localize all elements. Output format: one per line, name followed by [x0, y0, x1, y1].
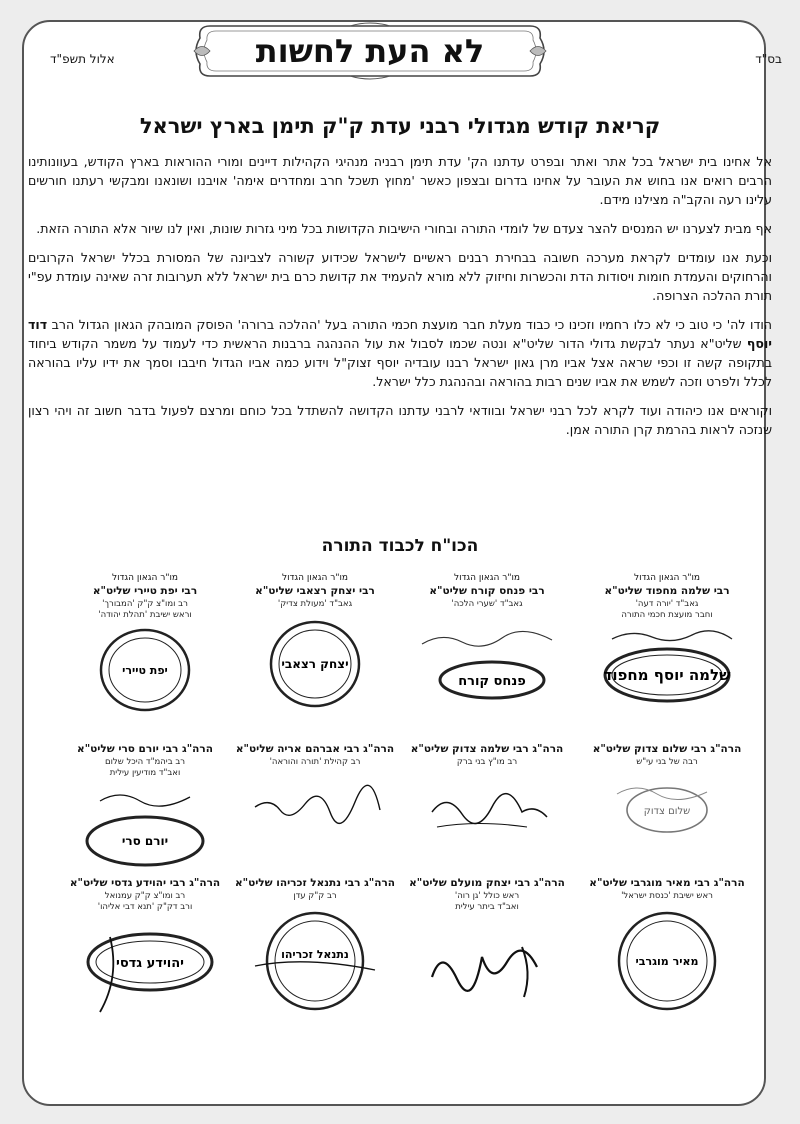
signatory-name-text: שלום צדוק שליט"א [592, 743, 688, 755]
signatory-position-line: רב ומו"צ ק"ק 'המבורך' [102, 599, 188, 609]
signatory-position-line: רב ביהמ"ד היכל שלום [104, 757, 186, 767]
signatory-6 [402, 742, 572, 842]
stamp-signature-icon [597, 772, 737, 842]
signatory-position: גאב"ד 'מעולת צדיק' [277, 599, 353, 609]
signatory-name-text: יצחק מועלם שליט"א [409, 877, 511, 889]
signatory-position: רבה של בני עי"ש [636, 757, 698, 767]
signatory-title: הרה"ג רבי [343, 743, 395, 755]
page-title: לא העת לחשות [255, 32, 485, 70]
signatory-position [60, 757, 230, 779]
rabbi-name-highlight: דוד יוסף [28, 317, 772, 351]
signatory-name [582, 876, 752, 891]
signatory-position-line: וראש ישיבת 'תהלת יהודה' [98, 610, 192, 620]
stamp-text: יפת טיירי [122, 664, 168, 677]
signatory-name: רבי פנחס קורח שליט"א [429, 585, 545, 597]
signatory-2 [402, 572, 572, 704]
signatory-title: הרה"ג רבי [690, 743, 742, 755]
signatory-name: רבי יפת טיירי שליט"א [92, 585, 198, 597]
signatory-name [230, 742, 400, 757]
bsd-mark: בס"ד [755, 52, 782, 66]
signatory-title: מו"ר הגאון הגדול [453, 573, 521, 583]
signatory-position [582, 599, 752, 621]
signatory-position [60, 891, 230, 913]
signatory-position-line: ראש כולל 'גן רוה' [454, 891, 520, 901]
signatory-title: מו"ר הגאון הגדול [281, 573, 349, 583]
paragraph-1: אל אחינו בית ישראל בכל אתר ואתר ובפרט עדתנו הק' עדת תימן רבניה מנהיגי הקהילות דיינים ומורי ההוראות בארץ הקודש, בעוונותינו הרבים רואים אנו בחוש את העובר על אחינו בדרום ובצפון כאשר 'מחוץ תשכל חרב ומחדרים אימה' אויבנו ושונאנו ומבקשי רעתנו חורשים עלינו רעה והקב"ה מצילנו מידם. [28, 154, 772, 207]
signatory-name: רבי יצחק רצאבי שליט"א [255, 585, 375, 597]
stamp-signature-icon [592, 625, 742, 705]
stamp-text: מאיר מוגרבי [635, 955, 699, 968]
signatory-name-text: נתנאל זכריהו שליט"א [234, 877, 341, 889]
signatory-4 [60, 572, 230, 715]
handwritten-signature-icon [412, 917, 562, 1017]
handwritten-signature-icon [417, 772, 557, 842]
signatory-position-line: ואב"ד מודיעין עילית [109, 768, 181, 778]
signatory-name: רבי שלמה מחפוד שליט"א [604, 585, 730, 597]
signatory-position: רב קהילת 'תורה והוראה' [269, 757, 361, 767]
signatory-name-text: שלמה צדוק שליט"א [410, 743, 510, 755]
signatory-name [402, 742, 572, 757]
signatory-title: מו"ר הגאון הגדול [633, 573, 701, 583]
signatory-position: ראש ישיבת 'כנסת ישראל' [621, 891, 713, 901]
signatory-name [582, 742, 752, 757]
signatory-11 [230, 876, 400, 1016]
signatory-name-text: יורם סרי שליט"א [77, 743, 159, 755]
handwritten-signature-icon [245, 772, 385, 842]
stamp-signature-icon [70, 917, 220, 1017]
signatory-position-line: וחבר מועצת חכמי התורה [621, 610, 713, 620]
signatory-position [402, 891, 572, 913]
signatory-title: הרה"ג רבי [169, 877, 221, 889]
stamp-text: יצחק רצאבי [281, 657, 349, 671]
signatory-position-line: גאב"ד 'יורה דעה' [635, 599, 699, 609]
signatory-title: מו"ר הגאון הגדול [111, 573, 179, 583]
signatory-name-text: אברהם אריה שליט"א [235, 743, 341, 755]
stamp-signature-icon [412, 614, 562, 704]
signatory-name-text: יהוידע גדסי שליט"א [69, 877, 167, 889]
signatory-name-text: מאיר מוגרבי שליט"א [589, 877, 691, 889]
signatory-10 [402, 876, 572, 1017]
signatory-name [402, 876, 572, 891]
subtitle: קריאת קודש מגדולי רבני עדת ק"ק תימן בארץ ישראל [139, 114, 661, 138]
signatory-title: הרה"ג רבי [512, 743, 564, 755]
signatory-title: הרה"ג רבי [344, 877, 396, 889]
paragraph-4 [28, 315, 772, 391]
paragraph-3: וכעת אנו עומדים לקראת מערכה חשובה בבחירת רבנים ראשיים לישראל שכידוע קשורה לצביונה של המסורת בכלל ישראל הקרובים והרחוקים והעמדת חומות ויסודות הדת והכשרות וחיזוק ללא מורא להעמיד את קדושת כרם בית ישראל ללא תערובות זרה שאינה עומדת עפ"י תורת ההלכה הצרופה. [28, 250, 772, 303]
stamp-signature-icon [245, 614, 385, 714]
signatures-heading: הכו"ח לכבוד התורה [321, 536, 479, 556]
signatory-name [230, 876, 400, 891]
signatory-name [60, 876, 230, 891]
stamp-signature-icon [245, 906, 385, 1016]
stamp-text: שלום צדוק [643, 806, 691, 817]
paragraph-4-part1: הודו לה' כי טוב כי לא כלו רחמיו וזכינו כי כבוד מעלת חבר מועצת חכמי התורה בעל 'ההלכה ברורה' הפוסק המובהק הגאון הגדול הרב [51, 317, 772, 332]
signatory-title: הרה"ג רבי [694, 877, 745, 889]
signatory-3 [230, 572, 400, 714]
signatory-position: גאב"ד 'שערי הלכה' [451, 599, 523, 609]
stamp-signature-icon [597, 906, 737, 1016]
signatory-name [60, 742, 230, 757]
signatory-title: הרה"ג רבי [514, 877, 565, 889]
signatory-position-line: ורב דק"ק 'תנא דבי אליהו' [97, 902, 193, 912]
title-banner [190, 20, 550, 82]
stamp-signature-icon [70, 783, 220, 873]
paragraph-5: וקוראים אנו כיהודה ועוד לקרא לכל רבני ישראל ובוודאי לרבני עדתנו הקדושה להשתדל בכל כוחם ומרצם לפעול בדבר חשוב זה ויהי רצון שנזכה לראות בהרמת קרן התורה אמן. [28, 403, 772, 437]
stamp-text: יהוידע גדסי [116, 956, 184, 971]
letter-body [28, 152, 772, 449]
date-label: אלול תשפ"ד [50, 52, 115, 66]
stamp-signature-icon [75, 625, 215, 715]
signatory-7 [230, 742, 400, 842]
signatory-12 [60, 876, 230, 1017]
paragraph-2: אף מבית לצערנו יש המנסים להצר צעדם של לומדי התורה ובחורי הישיבות הקדושות בכל מיני גזרות שונות, ואין לנו שיור אלא התורה הזאת. [36, 221, 772, 236]
signatory-9 [582, 876, 752, 1016]
signatory-position [60, 599, 230, 621]
signatory-1 [582, 572, 752, 705]
signatory-5 [582, 742, 752, 842]
signatory-position-line: ואב"ד ביתר עילית [455, 902, 519, 912]
stamp-text: יורם סרי [121, 834, 169, 848]
stamp-text: שלמה יוסף מחפוד [603, 666, 731, 684]
paragraph-4-part2: שליט"א נעתר לבקשת גדולי הדור שליט"א ונטה שכמו לסבול את עול ההנהגה ברבנות הראשית כדי לעמוד על משמר הקודש ביחוד בתקופה קשה זו וכפי שראה אצל אביו מרן גאון ישראל רבנו עובדיה יוסף זצוק"ל וידוע כמה אביו הגדול חיבבו וסמך את ידיו עליו בהוראה לכלל ולפרט וזכה לשמש את אביו שנים רבות בהוראה ובהנהגת כלל ישראל. [28, 336, 772, 389]
signatory-position-line: רב ומו"צ ק"ק עמנואל [104, 891, 186, 901]
signatory-title: הרה"ג רבי [162, 743, 213, 755]
signatory-8 [60, 742, 230, 873]
stamp-text: פנחס קורח [458, 674, 526, 689]
stamp-text: נתנאל זכריהו [281, 948, 349, 961]
signatory-position: רב מו"ץ בני ברק [456, 757, 518, 767]
signatory-position: רב ק"ק עדן [293, 891, 337, 901]
